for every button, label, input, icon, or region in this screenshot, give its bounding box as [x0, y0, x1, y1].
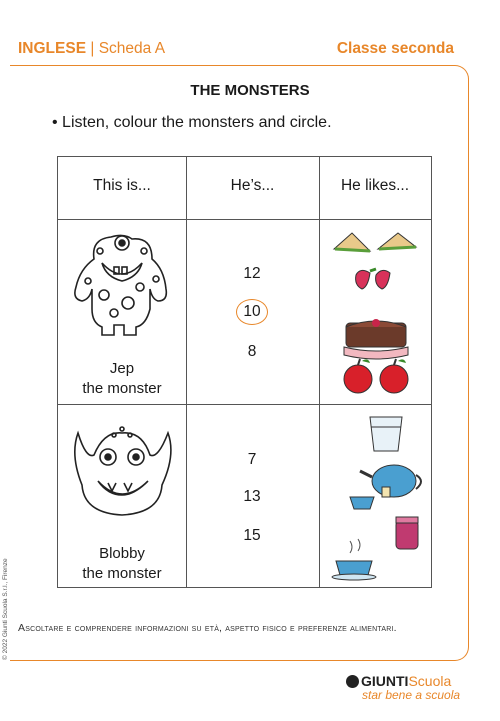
apple-icon [344, 359, 408, 393]
blobby-age-option[interactable]: 7 [247, 451, 257, 468]
page-title: THE MONSTERS [190, 82, 310, 99]
column-divider [319, 157, 320, 587]
jep-name-line2: the monster [82, 380, 162, 397]
logo-mark-icon [346, 675, 359, 688]
strawberry-icon [356, 269, 390, 289]
blobby-name-line2: the monster [82, 565, 162, 582]
jep-age-option[interactable]: 12 [243, 265, 261, 282]
copyright: © 2022 Giunti Scuola S.r.l., Firenze [2, 558, 9, 660]
sandwich-icon [334, 233, 416, 251]
jep-age-option[interactable]: 8 [247, 343, 257, 360]
jep-age-option-circled[interactable] [232, 299, 272, 325]
logo-brand-text2: Scuola [408, 673, 452, 689]
header-left [18, 40, 165, 58]
header-this-is: This is... [93, 177, 151, 194]
circle-mark: 10 [236, 299, 268, 325]
row-divider [58, 219, 431, 220]
cake-icon [344, 319, 408, 359]
jep-name-line1: Jep [109, 360, 135, 377]
header-hes: He’s... [230, 177, 275, 194]
monster-table [57, 156, 432, 588]
row-divider [58, 404, 431, 405]
milk-glass-icon [370, 417, 402, 451]
footer-note: Ascoltare e comprendere informazioni su età, aspetto fisico e preferenze alimentari. [18, 622, 397, 634]
blobby-age-option[interactable]: 15 [243, 527, 261, 544]
logo-tagline: star bene a scuola [362, 688, 461, 702]
sheet-label: Scheda A [98, 40, 166, 57]
instruction: • Listen, colour the monsters and circle. [52, 114, 332, 131]
blobby-name-line1: Blobby [99, 545, 145, 562]
teapot-icon [350, 465, 421, 509]
blobby-likes-foods [330, 411, 425, 583]
header-he-likes: He likes... [340, 177, 410, 194]
teacup-icon [332, 539, 376, 580]
column-divider [186, 157, 187, 587]
class-label: Classe seconda [336, 40, 454, 57]
blobby-age-option[interactable]: 13 [243, 488, 261, 505]
jam-jar-icon [396, 517, 418, 549]
giunti-scuola-logo [346, 673, 466, 702]
jep-likes-foods [330, 227, 425, 397]
subject-label: INGLESE [18, 40, 87, 57]
blobby-monster-drawing [64, 415, 180, 535]
logo-brand-text: GIUNTI [361, 673, 409, 689]
header-separator: | [90, 40, 95, 57]
jep-monster-drawing [66, 229, 178, 339]
